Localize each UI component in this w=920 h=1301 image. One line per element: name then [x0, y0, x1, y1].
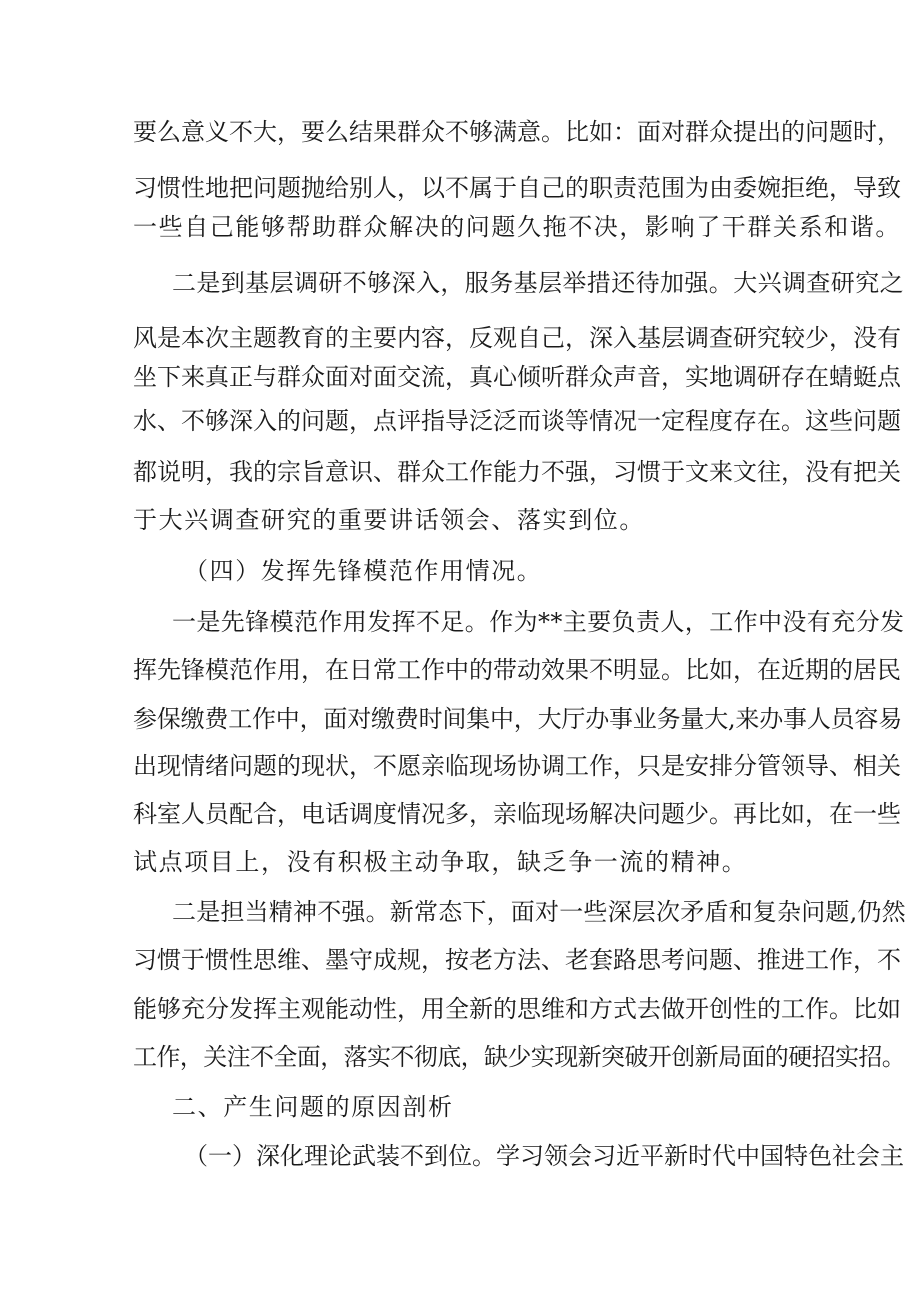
text-line: 参保缴费工作中，面对缴费时间集中，大厅办事业务量大,来办事人员容易 — [133, 705, 903, 733]
text-line: 科室人员配合，电话调度情况多，亲临现场解决问题少。再比如，在一些 — [133, 800, 901, 828]
text-line: 习惯性地把问题抛给别人，以不属于自己的职责范围为由委婉拒绝，导致 — [133, 174, 901, 202]
text-line: 坐下来真正与群众面对面交流，真心倾听群众声音，实地调研存在蜻蜓点 — [133, 363, 901, 391]
subsection-heading: （一）深化理论武装不到位。学习领会习近平新时代中国特色社会主 — [184, 1142, 904, 1170]
text-line: 水、不够深入的问题，点评指导泛泛而谈等情况一定程度存在。这些问题 — [133, 407, 901, 435]
text-line: 二是担当精神不强。新常态下，面对一些深层次矛盾和复杂问题,仍然 — [172, 898, 906, 926]
text-line: 都说明，我的宗旨意识、群众工作能力不强，习惯于文来文往，没有把关 — [133, 458, 901, 486]
text-line: 一是先锋模范作用发挥不足。作为**主要负责人，工作中没有充分发 — [172, 608, 905, 636]
text-line: 习惯于惯性思维、墨守成规，按老方法、老套路思考问题、推进工作，不 — [133, 946, 901, 974]
text-line: 挥先锋模范作用，在日常工作中的带动效果不明显。比如，在近期的居民 — [133, 656, 901, 684]
text-line: 风是本次主题教育的主要内容，反观自己，深入基层调查研究较少，没有 — [133, 324, 901, 352]
text-line: 能够充分发挥主观能动性，用全新的思维和方式去做开创性的工作。比如 — [133, 995, 901, 1023]
text-line: 要么意义不大，要么结果群众不够满意。比如：面对群众提出的问题时， — [133, 118, 901, 146]
text-line: 出现情绪问题的现状，不愿亲临现场协调工作，只是安排分管领导、相关 — [133, 752, 901, 780]
text-line: 二是到基层调研不够深入，服务基层举措还待加强。大兴调查研究之 — [172, 269, 904, 297]
text-line: 工作，关注不全面，落实不彻底，缺少实现新突破开创新局面的硬招实招。 — [133, 1043, 906, 1071]
text-line: 试点项目上，没有积极主动争取，缺乏争一流的精神。 — [133, 848, 748, 876]
section-heading: 二、产生问题的原因剖析 — [172, 1093, 454, 1121]
text-line: 一些自己能够帮助群众解决的问题久拖不决，影响了干群关系和谐。 — [133, 213, 901, 241]
section-heading: （四）发挥先锋模范作用情况。 — [184, 557, 543, 585]
text-line: 于大兴调查研究的重要讲话领会、落实到位。 — [133, 506, 645, 534]
